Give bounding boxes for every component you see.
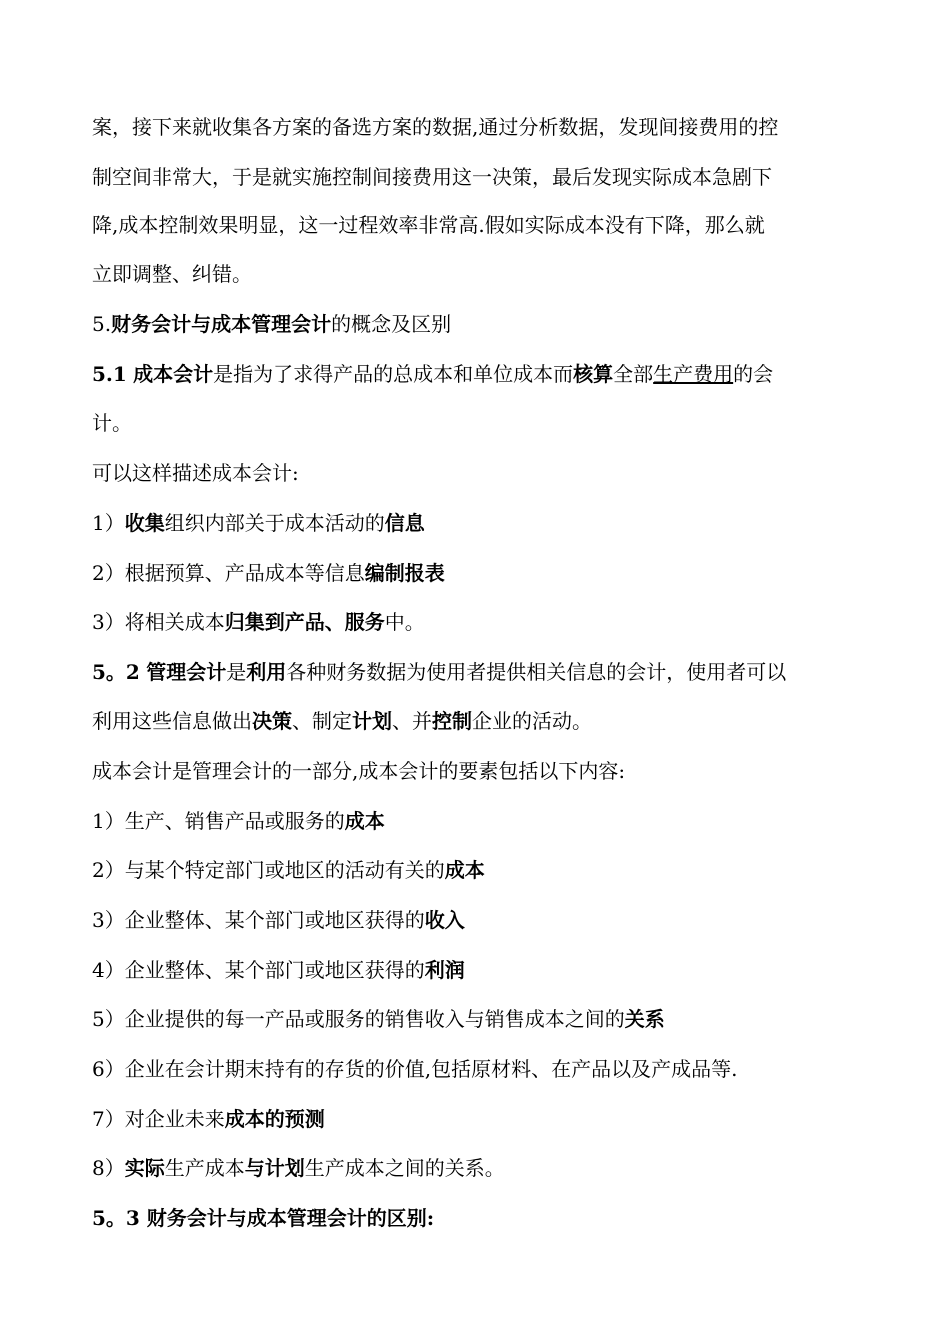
text: 生产成本 <box>164 1156 245 1180</box>
list-number: 1） <box>92 809 125 833</box>
list-item <box>92 1044 862 1094</box>
section-number: 5。2 <box>92 660 140 684</box>
text: 组织内部关于成本活动的 <box>164 511 385 535</box>
section-5-2-line-2 <box>92 696 862 746</box>
bold-text: 利润 <box>424 958 465 982</box>
list-item <box>92 945 862 995</box>
text: 企业提供的每一产品或服务的销售收入与销售成本之间的 <box>124 1007 625 1031</box>
text: 、并 <box>392 709 432 733</box>
text: 是 <box>226 660 247 684</box>
section-5-3-heading: 5。3 财务会计与成本管理会计的区别: <box>92 1206 435 1230</box>
list-item <box>92 895 862 945</box>
text: 对企业未来 <box>124 1107 225 1131</box>
text: 中。 <box>384 610 425 634</box>
term-management-accounting: 管理会计 <box>146 660 227 684</box>
elements-intro: 成本会计是管理会计的一部分,成本会计的要素包括以下内容: <box>92 759 626 783</box>
underlined-link-production-cost[interactable]: 生产费用 <box>653 362 734 386</box>
bold-text: 控制 <box>432 709 472 733</box>
heading-bold: 财务会计与成本管理会计 <box>111 312 332 336</box>
text: 企业在会计期末持有的存货的价值,包括原材料、在产品以及产成品等. <box>124 1057 738 1081</box>
text: 将相关成本 <box>124 610 225 634</box>
text: 、制定 <box>292 709 352 733</box>
bold-text: 收入 <box>424 908 465 932</box>
list-number: 8） <box>92 1156 125 1180</box>
text: 是指为了求得产品的总成本和单位成本而 <box>213 362 574 386</box>
list-number: 3） <box>92 908 125 932</box>
text: 利用这些信息做出 <box>92 709 252 733</box>
list-number: 5） <box>92 1007 125 1031</box>
bold-text: 收集 <box>124 511 165 535</box>
text: 生产成本之间的关系。 <box>304 1156 505 1180</box>
bold-text: 编制报表 <box>364 561 445 585</box>
text: 根据预算、产品成本等信息 <box>124 561 365 585</box>
text: 企业整体、某个部门或地区获得的 <box>124 908 425 932</box>
bold-text: 信息 <box>384 511 425 535</box>
bold-text: 计划 <box>352 709 392 733</box>
text: 各种财务数据为使用者提供相关信息的会计，使用者可以 <box>286 660 787 684</box>
text: 的会 <box>733 362 774 386</box>
text: 企业整体、某个部门或地区获得的 <box>124 958 425 982</box>
section-5-1-line-1 <box>92 349 862 399</box>
bold-text: 与计划 <box>244 1156 305 1180</box>
bold-text: 归集到产品、服务 <box>224 610 385 634</box>
section-number: 5.1 <box>92 362 127 386</box>
text: 企业的活动。 <box>472 709 592 733</box>
intro-line-4: 立即调整、纠错。 <box>92 262 252 286</box>
text: 生产、销售产品或服务的 <box>124 809 345 833</box>
bold-text: 成本的预测 <box>224 1107 325 1131</box>
bold-text: 核算 <box>573 362 614 386</box>
list-item <box>92 548 862 598</box>
text: 全部 <box>613 362 654 386</box>
bold-text: 成本 <box>344 809 385 833</box>
bold-text: 成本 <box>444 858 485 882</box>
heading-number: 5. <box>92 312 112 336</box>
bold-text: 实际 <box>124 1156 165 1180</box>
list-number: 2） <box>92 561 125 585</box>
list-item <box>92 597 862 647</box>
list-number: 3） <box>92 610 125 634</box>
list-item <box>92 796 862 846</box>
term-cost-accounting: 成本会计 <box>133 362 214 386</box>
intro-line-3: 降,成本控制效果明显，这一过程效率非常高.假如实际成本没有下降，那么就 <box>92 213 765 237</box>
heading-rest: 的概念及区别 <box>331 312 452 336</box>
section-5-1-line-2: 计。 <box>92 411 132 435</box>
list-number: 2） <box>92 858 125 882</box>
bold-text: 利用 <box>246 660 287 684</box>
heading-5 <box>92 299 862 349</box>
description-intro: 可以这样描述成本会计: <box>92 461 299 485</box>
list-item <box>92 1094 862 1144</box>
intro-line-2: 制空间非常大，于是就实施控制间接费用这一决策，最后发现实际成本急剧下 <box>92 165 772 189</box>
intro-line-1: 案，接下来就收集各方案的备选方案的数据,通过分析数据，发现间接费用的控 <box>92 115 779 139</box>
list-item <box>92 845 862 895</box>
list-item <box>92 1143 862 1193</box>
list-item <box>92 994 862 1044</box>
list-item <box>92 498 862 548</box>
list-number: 6） <box>92 1057 125 1081</box>
list-number: 1） <box>92 511 125 535</box>
list-number: 7） <box>92 1107 125 1131</box>
bold-text: 关系 <box>624 1007 665 1031</box>
list-number: 4） <box>92 958 125 982</box>
bold-text: 决策 <box>252 709 292 733</box>
text: 与某个特定部门或地区的活动有关的 <box>124 858 445 882</box>
section-5-2-line-1 <box>92 647 862 697</box>
